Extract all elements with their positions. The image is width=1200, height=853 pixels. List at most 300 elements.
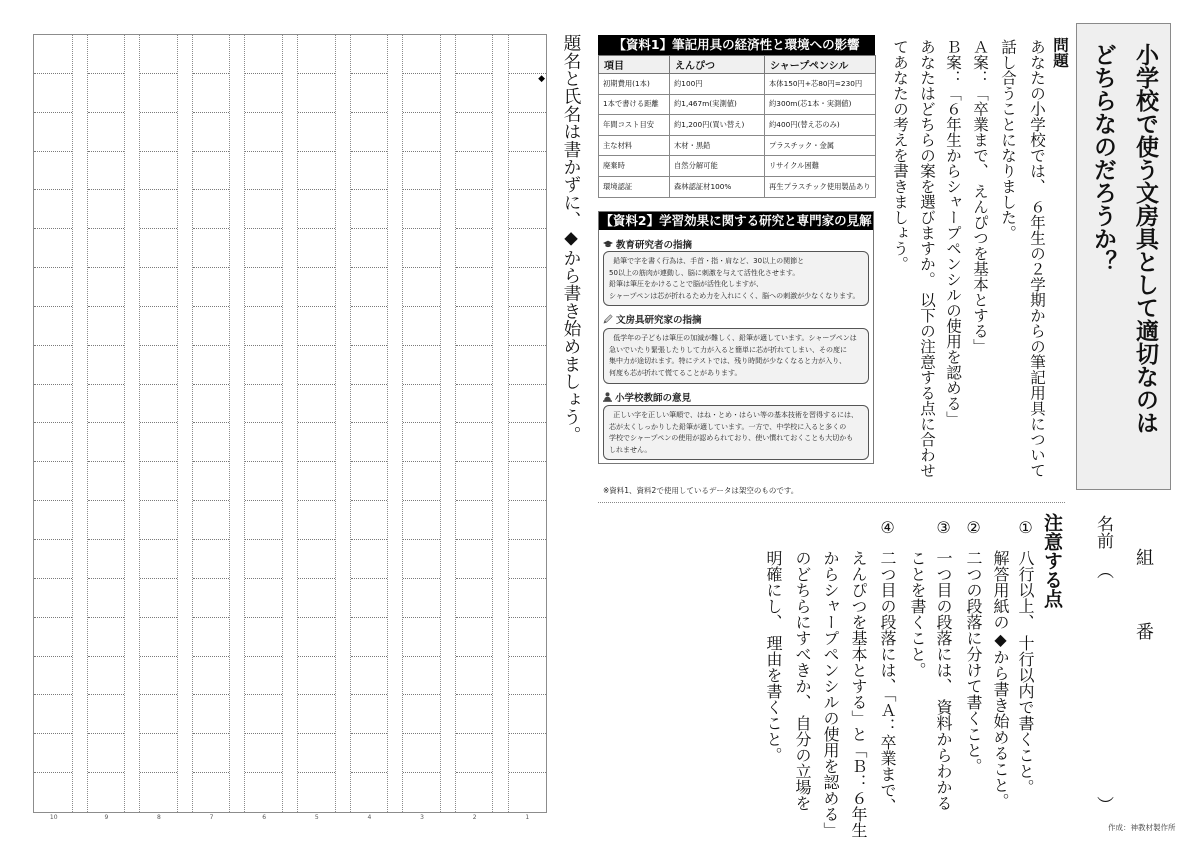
answer-cell[interactable] [88,35,125,74]
answer-cell[interactable] [351,579,388,618]
material-1-table [598,35,875,198]
table-cell: 廃棄時 [599,156,670,177]
answer-cell[interactable] [34,579,72,618]
answer-cell[interactable] [245,579,282,618]
answer-cell[interactable] [456,657,493,696]
answer-cell[interactable] [140,307,177,346]
answer-cell[interactable] [245,307,282,346]
answer-cell[interactable] [34,462,72,501]
column-number-label: 1 [525,814,530,821]
answer-cell[interactable] [298,268,335,307]
answer-cell[interactable] [351,229,388,268]
answer-cell[interactable] [298,423,335,462]
pencil-icon [603,314,613,324]
answer-cell[interactable] [403,229,440,268]
answer-cell[interactable] [193,734,230,773]
answer-column-3 [402,35,441,812]
table-cell: 自然分解可能 [670,156,765,177]
teacher-icon [603,392,612,402]
answer-cell[interactable] [403,657,440,696]
answer-cell[interactable] [140,113,177,152]
quote-box-stationery-expert [603,328,869,384]
answer-cell[interactable] [193,462,230,501]
table-header-row [599,56,876,74]
answer-cell[interactable] [88,618,125,657]
note-marker-3: ③ [934,518,953,537]
quote-line: 鉛筆は筆圧をかけることで脳が活性化しますが、 [609,280,763,288]
column-number-label: 6 [262,814,267,821]
answer-cell[interactable] [193,423,230,462]
name-label: 名前 [1093,515,1113,549]
answer-cell[interactable] [193,268,230,307]
answer-cell[interactable] [298,579,335,618]
answer-cell[interactable] [456,385,493,424]
answer-cell[interactable] [88,462,125,501]
table-cell: 約100円 [670,74,765,95]
problem-heading: 問題 [1051,37,1069,68]
answer-cell[interactable] [34,113,72,152]
answer-column-1 [508,35,547,812]
answer-cell[interactable] [351,618,388,657]
table-cell: 約400円(替え芯のみ) [765,115,876,136]
answer-cell[interactable] [456,190,493,229]
answer-cell[interactable] [193,385,230,424]
answer-cell[interactable] [88,190,125,229]
answer-cell[interactable] [298,346,335,385]
note-marker-1: ① [1016,518,1035,537]
answer-cell[interactable] [351,734,388,773]
answer-cell[interactable] [298,152,335,191]
section-heading-text: 文房具研究家の指摘 [616,314,702,326]
section-heading-teacher [603,390,691,403]
answer-cell[interactable] [193,152,230,191]
answer-cell[interactable] [245,423,282,462]
answer-cell[interactable] [140,35,177,74]
table-cell: 約1,200円(買い替え) [670,115,765,136]
column-number-label: 2 [472,814,477,821]
note-marker-2: ② [964,518,983,537]
answer-cell[interactable] [351,385,388,424]
answer-cell[interactable] [34,74,72,113]
answer-cell[interactable] [509,190,547,229]
quote-line: 集中力が途切れます。特にテストでは、残り時間が少なくなると力が入り、 [609,357,847,365]
answer-cell[interactable] [456,773,493,812]
column-number-label: 9 [104,814,109,821]
answer-cell[interactable] [88,74,125,113]
answer-cell[interactable] [193,307,230,346]
problem-line: あなたはどちらの案を選びますか。 以下の注意する点に合わせ [918,39,936,478]
answer-cell[interactable] [351,695,388,734]
answer-cell[interactable] [88,734,125,773]
note-marker-4: ④ [878,518,897,537]
answer-cell[interactable] [34,152,72,191]
answer-cell[interactable] [88,268,125,307]
answer-cell[interactable] [456,268,493,307]
table-cell: 本体150円+芯80円=230円 [765,74,876,95]
answer-cell[interactable] [509,579,547,618]
quote-box-teacher [603,405,869,460]
answer-cell[interactable] [140,462,177,501]
answer-cell[interactable] [403,113,440,152]
answer-cell[interactable] [88,346,125,385]
answer-cell[interactable] [193,229,230,268]
answer-cell[interactable] [34,346,72,385]
answer-cell[interactable] [403,734,440,773]
answer-cell[interactable] [351,462,388,501]
answer-cell[interactable] [456,35,493,74]
answer-cell[interactable] [403,35,440,74]
answer-cell[interactable] [34,423,72,462]
answer-cell[interactable] [351,190,388,229]
answer-cell[interactable] [351,113,388,152]
material-2-title: 【資料2】学習効果に関する研究と専門家の見解 [600,213,872,228]
answer-cell[interactable] [509,385,547,424]
answer-cell[interactable] [351,423,388,462]
table-cell: 木材・黒鉛 [670,135,765,156]
section-heading-text: 小学校教師の意見 [615,392,692,404]
answer-cell[interactable] [193,540,230,579]
table-cell: 森林認証材100% [670,176,765,197]
answer-cell[interactable] [88,423,125,462]
answer-cell[interactable] [34,190,72,229]
answer-cell[interactable] [140,773,177,812]
quote-box-researcher [603,251,869,306]
name-close-bracket: ） [1093,796,1113,813]
answer-cell[interactable] [34,773,72,812]
problem-line: Ａ案：「卒業まで、 えんぴつを基本とする」 [971,39,989,354]
answer-cell[interactable] [88,229,125,268]
section-heading-stationery-expert [603,312,702,325]
answer-column-2 [455,35,494,812]
answer-cell[interactable] [298,540,335,579]
answer-cell[interactable] [193,35,230,74]
answer-cell[interactable] [34,695,72,734]
answer-cell[interactable] [456,695,493,734]
answer-cell[interactable] [403,190,440,229]
quote-line: シャープペンは芯が折れるため力を入れにくく、脳への刺激が少なくなります。 [609,291,860,300]
answer-cell[interactable] [245,74,282,113]
answer-cell[interactable] [88,501,125,540]
answer-cell[interactable] [140,190,177,229]
answer-cell[interactable] [509,74,547,113]
column-number-label: 10 [49,814,58,821]
answer-cell[interactable] [298,773,335,812]
answer-cell[interactable] [140,229,177,268]
answer-cell[interactable] [140,268,177,307]
answer-cell[interactable] [456,307,493,346]
table-cell: 年間コスト目安 [599,115,670,136]
answer-cell[interactable] [245,268,282,307]
table-cell: リサイクル困難 [765,156,876,177]
answer-cell[interactable] [403,462,440,501]
answer-column-6 [244,35,283,812]
answer-cell[interactable] [140,152,177,191]
answer-cell[interactable] [88,152,125,191]
answer-cell[interactable] [88,385,125,424]
note-line: 一つ目の段落には、 資料からわかる [934,550,953,812]
answer-cell[interactable] [509,618,547,657]
answer-cell[interactable] [140,734,177,773]
answer-cell[interactable] [509,773,547,812]
answer-cell[interactable] [245,773,282,812]
answer-cell[interactable] [351,540,388,579]
answer-cell[interactable] [140,385,177,424]
answer-cell[interactable] [88,113,125,152]
answer-cell[interactable] [351,346,388,385]
note-line: からシャープペンシルの使用を認める」 [821,550,840,838]
answer-cell[interactable] [509,734,547,773]
answer-cell[interactable] [88,773,125,812]
answer-cell[interactable] [456,462,493,501]
answer-cell[interactable] [298,734,335,773]
answer-cell[interactable] [403,579,440,618]
answer-cell[interactable] [140,423,177,462]
answer-cell[interactable] [509,540,547,579]
answer-cell[interactable] [456,74,493,113]
name-open-bracket: （ [1093,562,1113,579]
answer-cell[interactable] [34,657,72,696]
material-1-title: 【資料1】筆記用具の経済性と環境への影響 [598,35,875,55]
header-pencil: えんぴつ [670,56,765,74]
answer-cell[interactable] [34,385,72,424]
answer-cell[interactable] [245,152,282,191]
quote-line: 何度も芯が折れて慌てることがあります。 [609,368,742,377]
answer-cell[interactable] [245,501,282,540]
quote-line: 正しい字を正しい筆順で、はね・とめ・はらい等の基本技術を習得するには、 [613,411,859,419]
answer-cell[interactable] [193,657,230,696]
answer-cell[interactable] [509,113,547,152]
answer-cell[interactable] [351,307,388,346]
answer-cell[interactable] [403,618,440,657]
answer-cell[interactable] [34,229,72,268]
answer-cell[interactable] [245,462,282,501]
answer-cell[interactable] [245,229,282,268]
answer-cell[interactable] [140,346,177,385]
section-heading-text: 教育研究者の指摘 [616,239,693,251]
answer-cell[interactable] [140,540,177,579]
answer-cell[interactable] [509,462,547,501]
answer-cell[interactable] [140,695,177,734]
table-cell: 1本で書ける距離 [599,94,670,115]
answer-cell[interactable] [193,501,230,540]
answer-cell[interactable] [298,229,335,268]
note-line: 八行以上、 十行以内で書くこと。 [1016,550,1035,796]
answer-cell[interactable] [193,190,230,229]
answer-cell[interactable] [34,734,72,773]
answer-cell[interactable] [351,773,388,812]
answer-cell[interactable] [456,346,493,385]
answer-cell[interactable] [245,190,282,229]
answer-cell[interactable] [245,657,282,696]
answer-cell[interactable] [509,35,547,74]
answer-cell[interactable] [403,773,440,812]
quote-line: 学校でシャープペンの使用が認められており、使い慣れておくことも大切かも [609,434,854,442]
answer-cell[interactable] [245,734,282,773]
answer-cell[interactable] [403,385,440,424]
column-number-label: 4 [367,814,372,821]
answer-cell[interactable] [403,152,440,191]
answer-column-4 [350,35,389,812]
answer-cell[interactable] [456,113,493,152]
answer-cell[interactable] [140,579,177,618]
answer-cell[interactable] [298,385,335,424]
answer-cell[interactable] [509,423,547,462]
answer-cell[interactable] [509,657,547,696]
answer-cell[interactable] [34,268,72,307]
answer-cell[interactable] [351,657,388,696]
answer-cell[interactable] [509,229,547,268]
answer-cell[interactable] [403,307,440,346]
page-title-line: 小学校で使う文房具として適切なのは [1132,43,1158,434]
answer-cell[interactable] [88,540,125,579]
answer-cell[interactable] [403,540,440,579]
page-title-line: どちらなのだろうか？ [1090,43,1116,273]
answer-cell[interactable] [456,579,493,618]
comparison-table [598,55,876,198]
column-number-label: 8 [157,814,161,821]
answer-cell[interactable] [298,695,335,734]
answer-cell[interactable] [509,501,547,540]
table-cell: 主な材料 [599,135,670,156]
table-cell: 初期費用(1本) [599,74,670,95]
answer-cell[interactable] [351,74,388,113]
answer-cell[interactable] [509,695,547,734]
table-cell: 約300m(芯1本・実測値) [765,94,876,115]
class-label: 組 [1133,548,1154,566]
table-row [599,94,876,115]
answer-cell[interactable] [88,695,125,734]
note-line: えんぴつを基本とする」と「Ｂ：６年生 [849,550,868,838]
answer-cell[interactable] [34,501,72,540]
answer-cell[interactable] [193,773,230,812]
answer-cell[interactable] [245,385,282,424]
problem-line: Ｂ案：「６年生からシャープペンシルの使用を認める」 [944,39,962,427]
answer-cell[interactable] [298,35,335,74]
answer-cell[interactable] [34,540,72,579]
answer-instruction: 題名と氏名は書かずに、◆から書き始めましょう。 [561,34,581,444]
answer-column-8 [139,35,178,812]
table-cell: 再生プラスチック使用製品あり [765,176,876,197]
answer-cell[interactable] [403,268,440,307]
note-line: ことを書くこと。 [908,550,927,678]
answer-cell[interactable] [298,462,335,501]
answer-cell[interactable] [456,501,493,540]
table-row [599,156,876,177]
answer-cell[interactable] [403,74,440,113]
answer-cell[interactable] [88,307,125,346]
material-2-panel [598,211,874,464]
answer-cell[interactable] [298,618,335,657]
answer-cell[interactable] [456,423,493,462]
answer-cell[interactable] [140,618,177,657]
answer-cell[interactable] [193,618,230,657]
table-cell: 環境認証 [599,176,670,197]
answer-cell[interactable] [456,229,493,268]
problem-line: 話し合うことになりました。 [999,39,1017,241]
answer-cell[interactable] [88,579,125,618]
answer-cell[interactable] [456,734,493,773]
answer-cell[interactable] [456,540,493,579]
answer-column-7 [192,35,231,812]
answer-cell[interactable] [351,152,388,191]
answer-cell[interactable] [298,657,335,696]
table-row [599,176,876,197]
credit-text: 作成：神教材製作所 [1108,823,1176,832]
answer-cell[interactable] [245,618,282,657]
answer-cell[interactable] [140,657,177,696]
answer-cell[interactable] [351,501,388,540]
answer-cell[interactable] [245,695,282,734]
answer-cell[interactable] [456,618,493,657]
answer-cell[interactable] [193,74,230,113]
answer-cell[interactable] [509,268,547,307]
problem-line: てあなたの考えを書きましょう。 [891,39,909,272]
table-row [599,115,876,136]
answer-cell[interactable] [245,35,282,74]
answer-cell[interactable] [34,307,72,346]
answer-cell[interactable] [193,346,230,385]
answer-cell[interactable] [298,113,335,152]
start-marker-diamond-icon: ◆ [538,73,545,84]
note-line: 二つ目の段落には、「Ａ：卒業まで、 [878,550,897,814]
column-number-label: 3 [420,814,424,821]
answer-cell[interactable] [245,113,282,152]
note-line: のどちらにすべきか、 自分の立場を [793,550,812,812]
answer-cell[interactable] [456,152,493,191]
answer-cell[interactable] [509,346,547,385]
answer-grid [33,34,547,813]
column-number-label: 7 [209,814,214,821]
answer-cell[interactable] [403,501,440,540]
answer-cell[interactable] [298,501,335,540]
answer-cell[interactable] [245,540,282,579]
quote-line: しれません。 [609,445,652,454]
table-cell: 約1,467m(実測値) [670,94,765,115]
answer-cell[interactable] [193,695,230,734]
answer-cell[interactable] [193,579,230,618]
answer-cell[interactable] [88,657,125,696]
answer-cell[interactable] [298,74,335,113]
answer-cell[interactable] [34,618,72,657]
answer-cell[interactable] [298,190,335,229]
note-line: 二つの段落に分けて書くこと。 [964,550,983,774]
answer-cell[interactable] [245,346,282,385]
answer-cell[interactable] [509,307,547,346]
answer-cell[interactable] [403,695,440,734]
note-line: 解答用紙の◆から書き始めること。 [991,550,1010,809]
answer-cell[interactable] [351,35,388,74]
answer-cell[interactable] [403,346,440,385]
answer-column-10 [34,35,73,812]
answer-cell[interactable] [298,307,335,346]
answer-cell[interactable] [509,152,547,191]
answer-cell[interactable] [403,423,440,462]
answer-cell[interactable] [140,74,177,113]
quote-line: 50以上の筋肉が連動し、脳に刺激を与えて活性化させます。 [609,268,800,277]
answer-cell[interactable] [34,35,72,74]
answer-cell[interactable] [351,268,388,307]
section-heading-researcher [603,237,692,250]
quote-line: 鉛筆で字を書く行為は、手首・指・肩など、30以上の関節と [613,257,805,265]
section-divider [598,502,1065,503]
header-item: 項目 [599,56,670,74]
answer-cell[interactable] [193,113,230,152]
table-cell: プラスチック・金属 [765,135,876,156]
student-number-label: 番 [1133,622,1154,640]
answer-column-9 [87,35,126,812]
answer-column-5 [297,35,336,812]
answer-cell[interactable] [140,501,177,540]
